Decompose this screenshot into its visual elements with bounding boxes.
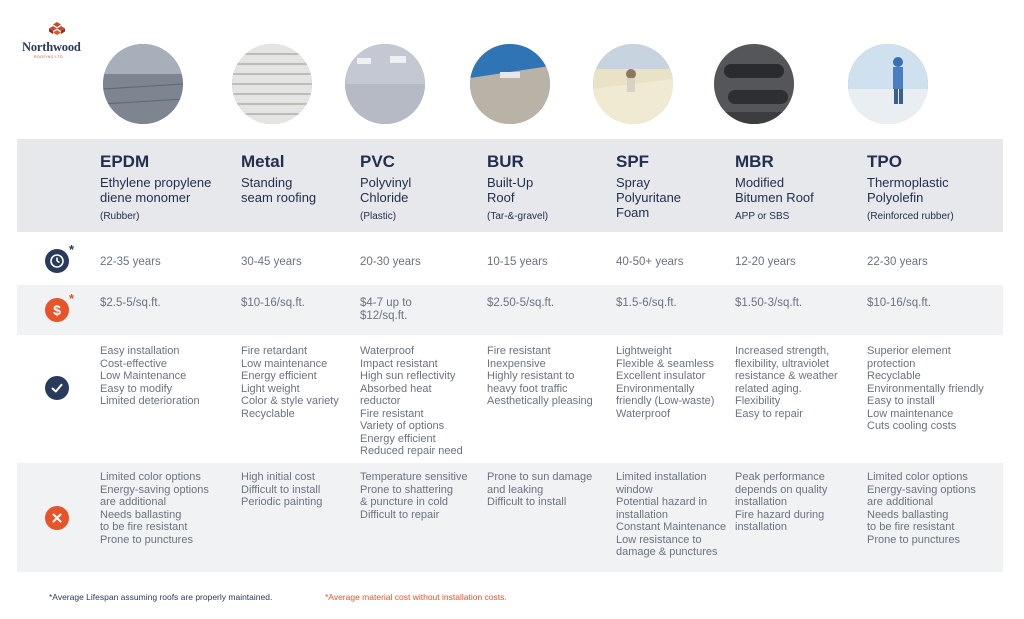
con-item: Difficult to repair xyxy=(360,508,440,521)
pvc-lifespan: 20-30 years xyxy=(360,256,421,268)
pro-item: flexibility, ultraviolet xyxy=(735,357,829,370)
pro-item: Waterproof xyxy=(616,407,671,420)
pro-item: Superior element xyxy=(867,345,951,357)
metal-lifespan: 30-45 years xyxy=(241,256,302,268)
pro-item: Recyclable xyxy=(241,407,295,420)
lifespan-footnote-marker: * xyxy=(69,242,75,257)
mbr-cost xyxy=(735,297,802,310)
dollar-icon xyxy=(45,298,69,322)
clock-icon xyxy=(45,249,69,273)
cost-footnote-marker: * xyxy=(69,291,75,306)
con-item: Prone to punctures xyxy=(867,533,960,546)
pro-item: Lightweight xyxy=(616,345,672,357)
pro-item: Light weight xyxy=(241,382,300,395)
epdm-lifespan: 22-35 years xyxy=(100,256,161,268)
con-item: Energy-saving options xyxy=(100,483,209,496)
con-item: Difficult to install xyxy=(487,496,567,508)
logo-subtitle: ROOFING LTD xyxy=(34,55,64,59)
tpo-material-note: (Reinforced rubber) xyxy=(867,211,954,222)
pro-item: Easy to modify xyxy=(100,382,173,395)
checkmark-icon xyxy=(45,376,69,400)
full-name-line: Spray xyxy=(616,175,650,190)
tpo-pros-list xyxy=(867,345,984,433)
cost-line: $10-16/sq.ft. xyxy=(241,297,305,309)
spf-lifespan: 40-50+ years xyxy=(616,256,684,268)
con-item: Limited color options xyxy=(867,471,968,483)
metal-roof-photo xyxy=(232,44,312,124)
pro-item: Easy to repair xyxy=(735,407,803,420)
full-name-line: Foam xyxy=(616,205,650,220)
con-item: Energy-saving options xyxy=(867,483,976,496)
con-item: are additional xyxy=(100,496,167,508)
con-item: Limited color options xyxy=(100,471,201,483)
mbr-cons-list xyxy=(735,471,827,534)
bur-pros-list xyxy=(487,345,593,408)
metal-cons-list xyxy=(241,471,322,509)
pro-item: related aging. xyxy=(735,382,802,395)
bur-roof-photo xyxy=(470,44,550,124)
epdm-full-name xyxy=(100,175,211,205)
con-item: Limited installation xyxy=(616,471,707,483)
pvc-cost xyxy=(360,297,412,322)
pro-item: Environmentally friendly xyxy=(867,382,984,395)
pro-item: Low maintenance xyxy=(867,407,954,420)
con-item: Difficult to install xyxy=(241,483,321,496)
pro-item: Highly resistant to xyxy=(487,370,575,382)
epdm-pros-list xyxy=(100,345,200,408)
pvc-full-name xyxy=(360,175,411,205)
pro-item: Waterproof xyxy=(360,345,415,357)
full-name-line: Chloride xyxy=(360,190,409,205)
full-name-line: Built-Up xyxy=(487,175,534,190)
tpo-cost xyxy=(867,297,931,310)
full-name-line: Modified xyxy=(735,175,785,190)
pro-item: Fire resistant xyxy=(487,345,551,357)
pro-item: Recyclable xyxy=(867,370,921,382)
con-item: Fire hazard during xyxy=(735,508,825,521)
tpo-abbr: TPO xyxy=(867,152,902,171)
pro-item: Low Maintenance xyxy=(100,370,187,382)
con-item: installation xyxy=(735,521,787,533)
lifespan-footnote: *Average Lifespan assuming roofs are properly maintained. xyxy=(49,592,273,602)
pro-item: Impact resistant xyxy=(360,357,438,370)
con-item: High initial cost xyxy=(241,471,315,483)
bur-abbr: BUR xyxy=(487,152,524,171)
bur-cost xyxy=(487,297,554,310)
full-name-line: Thermoplastic xyxy=(867,175,949,190)
pro-item: Easy to install xyxy=(867,395,935,407)
spf-cons-list xyxy=(616,471,726,559)
pro-item: Increased strength, xyxy=(735,345,830,357)
pvc-abbr: PVC xyxy=(360,152,395,171)
con-item: & puncture in cold xyxy=(360,496,449,508)
cost-line: $12/sq.ft. xyxy=(360,309,408,322)
pro-item: heavy foot traffic xyxy=(487,382,568,395)
con-item: to be fire resistant xyxy=(100,521,188,533)
epdm-cons-list xyxy=(100,471,209,546)
tpo-full-name xyxy=(867,175,949,205)
pro-item: friendly (Low-waste) xyxy=(616,395,715,407)
pro-item: Variety of options xyxy=(360,420,445,432)
full-name-line: Polyuritane xyxy=(616,190,682,205)
bur-cons-list xyxy=(487,471,592,509)
con-item: to be fire resistant xyxy=(867,521,955,533)
con-item: Prone to punctures xyxy=(100,533,193,546)
mbr-lifespan: 12-20 years xyxy=(735,256,796,268)
cost-line: $4-7 up to xyxy=(360,297,412,309)
full-name-line: diene monomer xyxy=(100,190,191,205)
mbr-abbr: MBR xyxy=(735,152,774,171)
metal-abbr: Metal xyxy=(241,152,285,171)
pro-item: High sun reflectivity xyxy=(360,370,456,382)
con-item: Low resistance to xyxy=(616,533,702,546)
epdm-roof-photo xyxy=(103,44,183,124)
spf-abbr: SPF xyxy=(616,152,650,171)
pro-item: reductor xyxy=(360,395,401,407)
con-item: Constant Maintenance xyxy=(616,521,727,533)
pro-item: resistance & weather xyxy=(735,370,838,382)
pro-item: Flexible & seamless xyxy=(616,357,714,370)
pro-item: Color & style variety xyxy=(241,395,339,407)
con-item: Peak performance xyxy=(735,471,825,483)
con-item: Temperature sensitive xyxy=(360,471,468,483)
con-item: Potential hazard in xyxy=(616,496,708,508)
spf-roof-photo xyxy=(593,44,673,124)
pvc-roof-photo xyxy=(345,44,425,124)
metal-pros-list xyxy=(241,345,339,420)
spf-full-name xyxy=(616,175,681,220)
full-name-line: Ethylene propylene xyxy=(100,175,212,190)
spf-pros-list xyxy=(616,345,714,420)
con-item: Periodic painting xyxy=(241,496,323,508)
pro-item: Absorbed heat xyxy=(360,382,432,395)
pro-item: Reduced repair need xyxy=(360,445,463,457)
epdm-material-note: (Rubber) xyxy=(100,211,140,222)
spf-cost xyxy=(616,297,677,310)
pro-item: Inexpensive xyxy=(487,357,546,370)
logo-blocks-icon xyxy=(48,22,66,38)
pro-item: Excellent insulator xyxy=(616,370,706,382)
con-item: installation xyxy=(735,496,787,508)
pvc-material-note: (Plastic) xyxy=(360,211,397,222)
tpo-roof-photo xyxy=(848,44,928,124)
pro-item: Fire retardant xyxy=(241,345,308,357)
bur-full-name xyxy=(487,175,533,205)
pro-item: Energy efficient xyxy=(360,432,436,445)
pro-item: Environmentally xyxy=(616,382,695,395)
con-item: Prone to shattering xyxy=(360,483,453,496)
mbr-pros-list xyxy=(735,345,838,420)
tpo-lifespan: 22-30 years xyxy=(867,256,928,268)
full-name-line: Polyolefin xyxy=(867,190,924,205)
cost-line: $1.50-3/sq.ft. xyxy=(735,297,803,309)
pro-item: Flexibility xyxy=(735,395,781,407)
pro-item: Fire resistant xyxy=(360,407,424,420)
company-logo xyxy=(22,22,92,62)
pro-item: Aesthetically pleasing xyxy=(487,395,593,407)
full-name-line: seam roofing xyxy=(241,190,317,205)
epdm-cost xyxy=(100,297,161,310)
metal-cost xyxy=(241,297,305,310)
metal-full-name xyxy=(241,175,316,205)
pro-item: Energy efficient xyxy=(241,370,317,382)
con-item: and leaking xyxy=(487,483,544,496)
epdm-abbr: EPDM xyxy=(100,152,150,171)
full-name-line: Standing xyxy=(241,175,293,190)
mbr-roof-photo xyxy=(714,44,794,124)
full-name-line: Polyvinyl xyxy=(360,175,412,190)
con-item: Needs ballasting xyxy=(100,508,182,521)
con-item: installation xyxy=(616,508,668,521)
logo-brand-name: Northwood xyxy=(22,40,81,54)
cost-line: $10-16/sq.ft. xyxy=(867,297,931,309)
full-name-line: Roof xyxy=(487,190,515,205)
con-item: depends on quality xyxy=(735,483,828,496)
cost-row-band xyxy=(17,285,1003,335)
cost-line: $1.5-6/sq.ft. xyxy=(616,297,677,309)
pro-item: Easy installation xyxy=(100,345,180,357)
con-item: Needs ballasting xyxy=(867,508,949,521)
cost-footnote: *Average material cost without installation costs. xyxy=(325,592,507,602)
cost-line: $2.50-5/sq.ft. xyxy=(487,297,555,309)
cost-line: $2.5-5/sq.ft. xyxy=(100,297,161,309)
x-icon xyxy=(45,506,69,530)
full-name-line: Bitumen Roof xyxy=(735,190,814,205)
pvc-pros-list xyxy=(360,345,463,458)
mbr-material-note: APP or SBS xyxy=(735,211,790,222)
mbr-full-name xyxy=(735,175,814,205)
tpo-cons-list xyxy=(867,471,976,546)
con-item: are additional xyxy=(867,496,934,508)
pro-item: protection xyxy=(867,357,916,370)
bur-material-note: (Tar-&-gravel) xyxy=(487,211,549,222)
pvc-cons-list xyxy=(360,471,468,521)
pro-item: Low maintenance xyxy=(241,357,328,370)
pro-item: Cuts cooling costs xyxy=(867,420,957,432)
con-item: window xyxy=(616,483,653,496)
bur-lifespan: 10-15 years xyxy=(487,256,548,268)
svg-text:$: $ xyxy=(53,302,61,318)
pro-item: Limited deterioration xyxy=(100,395,200,407)
pro-item: Cost-effective xyxy=(100,357,168,370)
con-item: damage & punctures xyxy=(616,546,718,558)
con-item: Prone to sun damage xyxy=(487,471,593,483)
